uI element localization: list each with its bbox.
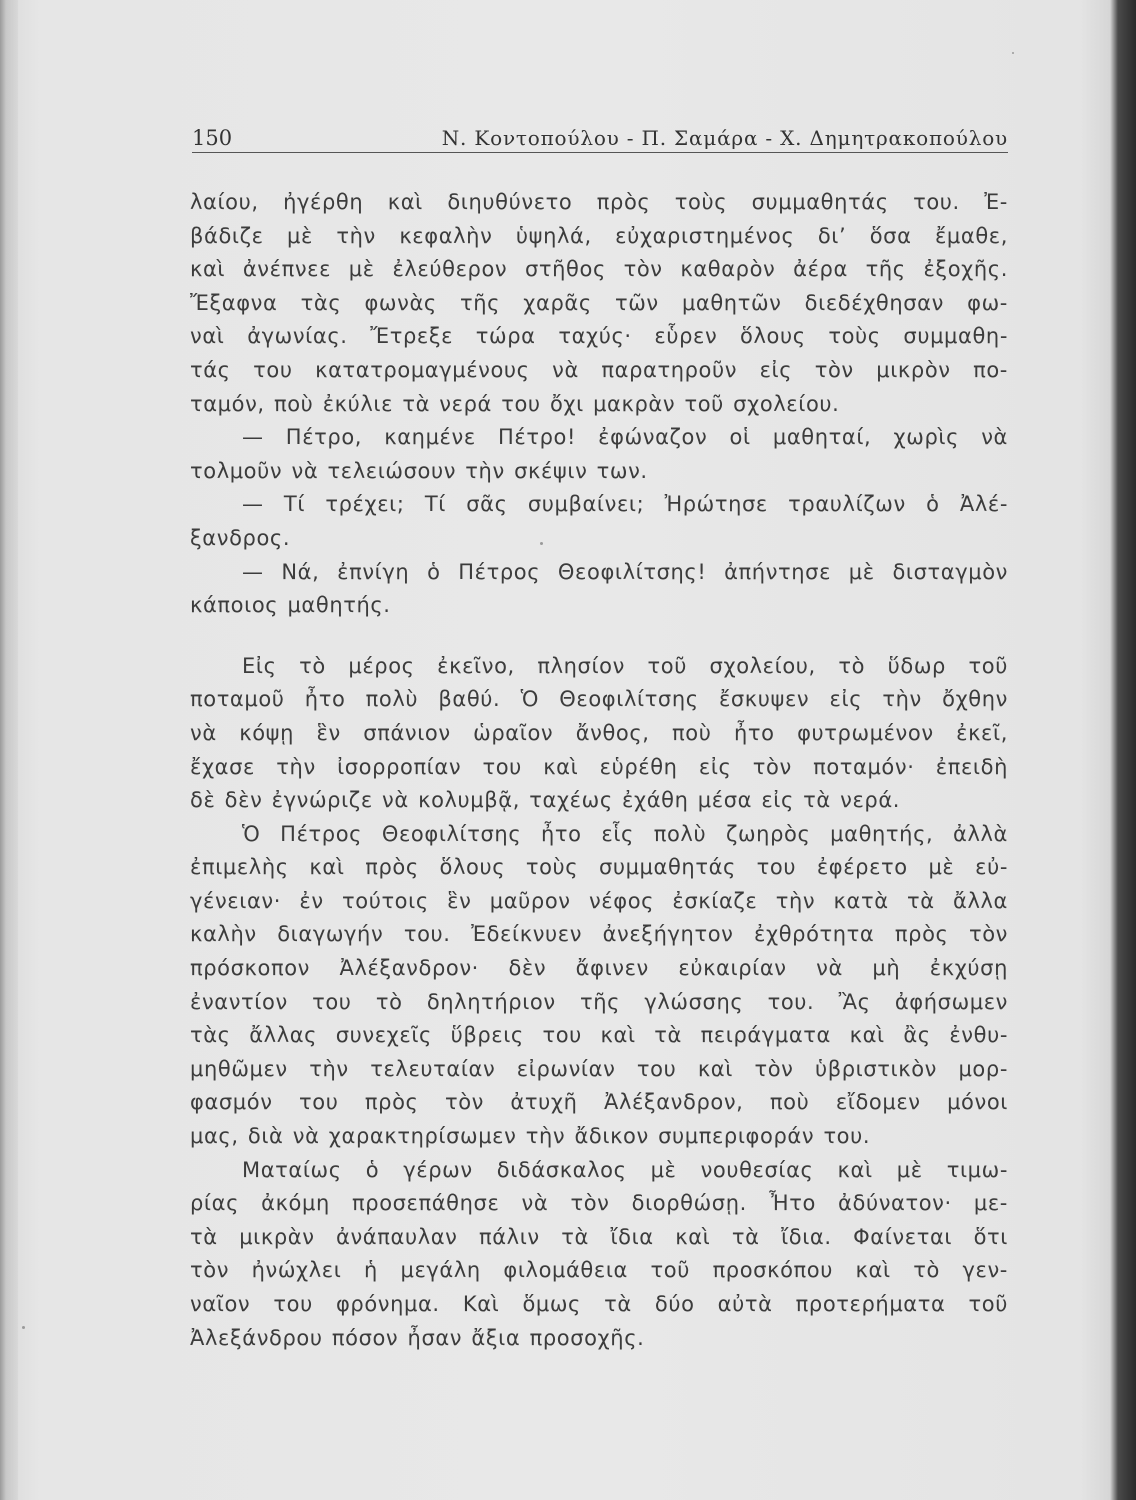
text-line: ναὶ ἀγωνίας. Ἔτρεξε τώρα ταχύς· εὗρεν ὅλους τοὺς συμμαθη-: [190, 324, 1008, 349]
text-line: καὶ ἀνέπνεε μὲ ἐλεύθερον στῆθος τὸν καθαρὸν ἀέρα τῆς ἐξοχῆς.: [190, 257, 1008, 282]
paragraph-first-line: Ματαίως ὁ γέρων διδάσκαλος μὲ νουθεσίας καὶ μὲ τιμω-: [242, 1157, 1008, 1182]
text-line: μας, διὰ νὰ χαρακτηρίσωμεν τὴν ἄδικον συμπεριφοράν του.: [190, 1124, 871, 1149]
text-line: βάδιζε μὲ τὴν κεφαλὴν ὑψηλά, εὐχαριστημένος δι’ ὅσα ἔμαθε,: [190, 223, 1008, 248]
running-header: [192, 122, 1008, 153]
paper-speck: [1012, 52, 1014, 54]
paper-speck: [22, 1326, 25, 1329]
dialogue-line: — Νά, ἐπνίγη ὁ Πέτρος Θεοφιλίτσης! ἀπήντησε μὲ δισταγμὸν: [242, 559, 1008, 584]
running-title: Ν. Κοντοπούλου - Π. Σαμάρα - Χ. Δημητρακοπούλου: [441, 126, 1008, 150]
text-line: τάς του κατατρομαγμένους νὰ παρατηροῦν εἰς τὸν μικρὸν πο-: [190, 357, 1008, 382]
dialogue-line: — Τί τρέχει; Τί σᾶς συμβαίνει; Ἠρώτησε τραυλίζων ὁ Ἀλέ-: [242, 492, 1008, 517]
text-line: μηθῶμεν τὴν τελευταίαν εἰρωνίαν του καὶ τὸν ὑβριστικὸν μορ-: [190, 1056, 1008, 1081]
text-line: ναῖον του φρόνημα. Καὶ ὅμως τὰ δύο αὐτὰ προτερήματα τοῦ: [190, 1292, 1008, 1316]
text-line: ἐναντίον του τὸ δηλητήριον τῆς γλώσσης του. Ἂς ἀφήσωμεν: [190, 989, 1008, 1014]
page-number: 150: [192, 126, 233, 150]
text-line: πρόσκοπον Ἀλέξανδρον· δὲν ἄφινεν εὐκαιρίαν νὰ μὴ ἐκχύσῃ: [190, 956, 1008, 981]
text-line: Ἔξαφνα τὰς φωνὰς τῆς χαρᾶς τῶν μαθητῶν διεδέχθησαν φω-: [190, 290, 1008, 315]
page-binding-edge: [0, 0, 18, 1500]
paragraph-first-line: Εἰς τὸ μέρος ἐκεῖνο, πλησίον τοῦ σχολείου, τὸ ὕδωρ τοῦ: [242, 653, 1008, 678]
paragraph-first-line: Ὁ Πέτρος Θεοφιλίτσης ἦτο εἷς πολὺ ζωηρὸς μαθητής, ἀλλὰ: [242, 821, 1008, 846]
body-text: [190, 186, 1008, 1355]
text-line: λαίου, ἠγέρθη καὶ διηυθύνετο πρὸς τοὺς συμμαθητάς του. Ἐ-: [190, 190, 1008, 214]
text-line: ποταμοῦ ἦτο πολὺ βαθύ. Ὁ Θεοφιλίτσης ἔσκυψεν εἰς τὴν ὄχθην: [190, 687, 1008, 712]
paragraph-gap: [190, 623, 1008, 650]
dialogue-line: — Πέτρο, καημένε Πέτρο! ἐφώναζον οἱ μαθηταί, χωρὶς νὰ: [242, 425, 1008, 450]
text-line: τὰ μικρὰν ἀνάπαυλαν πάλιν τὰ ἴδια καὶ τὰ ἴδια. Φαίνεται ὅτι: [190, 1224, 1008, 1249]
text-line: ἐπιμελὴς καὶ πρὸς ὅλους τοὺς συμμαθητάς του ἐφέρετο μὲ εὐ-: [190, 855, 1008, 880]
text-line: ξανδρος.: [190, 525, 291, 550]
text-line: ταμόν, ποὺ ἐκύλιε τὰ νερά του ὄχι μακρὰν τοῦ σχολείου.: [190, 391, 840, 416]
text-line: νὰ κόψῃ ἓν σπάνιον ὡραῖον ἄνθος, ποὺ ἦτο φυτρωμένον ἐκεῖ,: [190, 720, 1008, 745]
text-line: ρίας ἀκόμη προσεπάθησε νὰ τὸν διορθώσῃ. Ἦτο ἀδύνατον· με-: [190, 1191, 1008, 1216]
text-line: τολμοῦν νὰ τελειώσουν τὴν σκέψιν των.: [190, 458, 648, 483]
text-line: κάποιος μαθητής.: [190, 593, 391, 618]
text-line: γένειαν· ἐν τούτοις ἓν μαῦρον νέφος ἐσκίαζε τὴν κατὰ τὰ ἄλλα: [190, 888, 1008, 913]
paper-speck: [540, 542, 543, 545]
text-line: φασμόν του πρὸς τὸν ἀτυχῆ Ἀλέξανδρον, ποὺ εἴδομεν μόνοι: [190, 1090, 1008, 1115]
text-line: δὲ δὲν ἐγνώριζε νὰ κολυμβᾷ, ταχέως ἐχάθη μέσα εἰς τὰ νερά.: [190, 788, 901, 813]
text-line: Ἀλεξάνδρου πόσον ἦσαν ἄξια προσοχῆς.: [190, 1325, 645, 1350]
text-line: καλὴν διαγωγήν του. Ἐδείκνυεν ἀνεξήγητον ἐχθρότητα πρὸς τὸν: [190, 922, 1008, 947]
text-line: τὰς ἄλλας συνεχεῖς ὕβρεις του καὶ τὰ πειράγματα καὶ ἂς ἐνθυ-: [190, 1023, 1008, 1048]
text-line: ἔχασε τὴν ἰσορροπίαν του καὶ εὑρέθη εἰς τὸν ποταμόν· ἐπειδὴ: [190, 754, 1008, 779]
text-line: τὸν ἠνώχλει ἡ μεγάλη φιλομάθεια τοῦ προσκόπου καὶ τὸ γεν-: [190, 1258, 1008, 1283]
